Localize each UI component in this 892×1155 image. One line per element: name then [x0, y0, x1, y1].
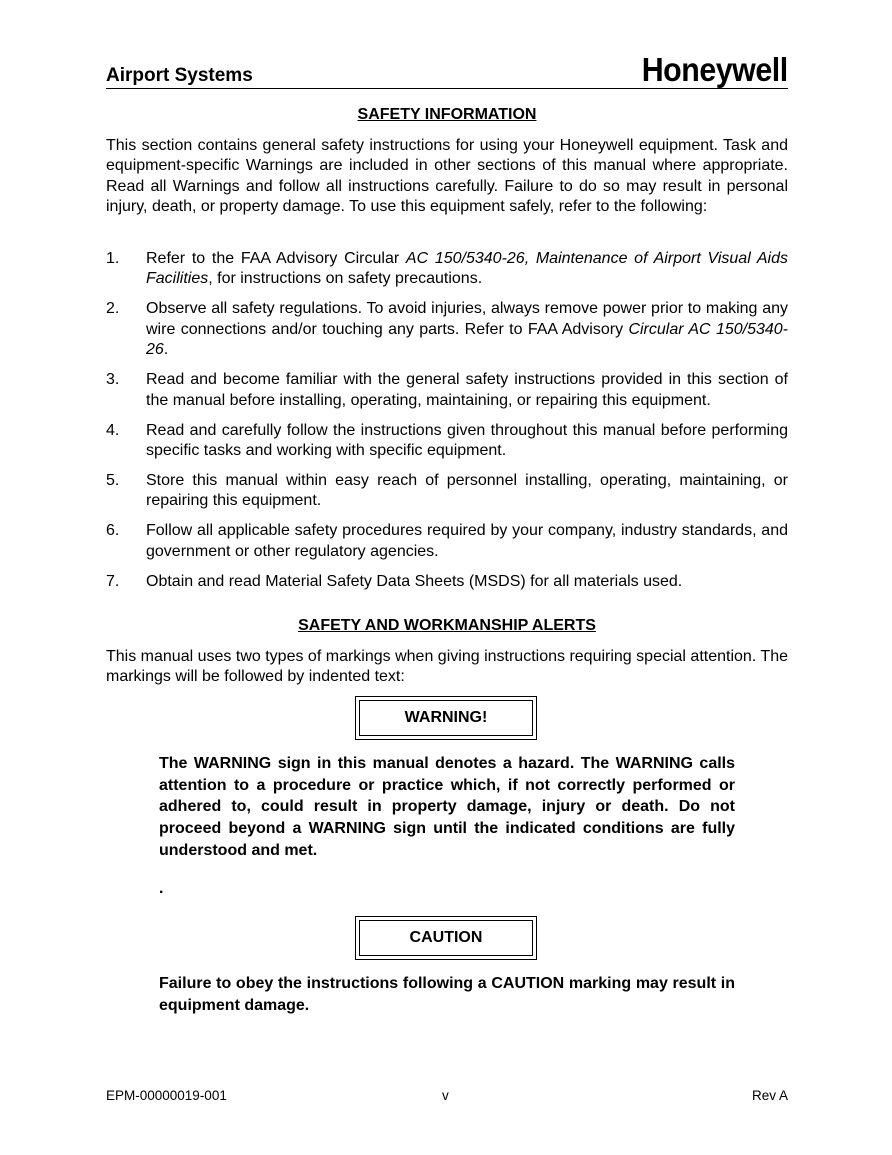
list-item-text: Read and become familiar with the general safety instructions provided in this section of the manual before installing, operating, maintaining, or repairing this equipment. — [146, 371, 788, 409]
list-item — [106, 572, 788, 592]
list-item-text: Refer to the FAA Advisory Circular — [146, 250, 406, 267]
list-item — [106, 521, 788, 562]
list-item — [106, 299, 788, 360]
list-item-number: 1. — [106, 250, 120, 267]
list-item — [106, 471, 788, 512]
list-item-text: Store this manual within easy reach of personnel installing, operating, maintaining, or repairing this equipment. — [146, 472, 788, 510]
caution-label: CAUTION — [359, 920, 533, 956]
warning-label: WARNING! — [359, 700, 533, 736]
list-item-number: 6. — [106, 522, 120, 540]
list-item — [106, 421, 788, 462]
list-item-number: 7. — [106, 572, 120, 590]
caution-text: Failure to obey the instructions following a CAUTION marking may result in equipment damage. — [159, 975, 735, 1014]
safety-instructions-list — [106, 249, 788, 602]
list-item-reference: AC 150/5340-26, Maintenance of Airport Visual Aids Facilities — [146, 250, 789, 288]
list-item-text: Read and carefully follow the instructions given throughout this manual before performing specific tasks and working with specific equipment. — [146, 421, 788, 460]
alerts-heading: SAFETY AND WORKMANSHIP ALERTS — [298, 617, 596, 634]
list-item — [106, 249, 788, 290]
safety-information-heading: SAFETY INFORMATION — [357, 106, 537, 123]
list-item-reference: Circular AC 150/5340-26 — [146, 320, 788, 359]
list-item-number: 4. — [106, 421, 120, 439]
list-item-number: 5. — [106, 472, 120, 490]
list-item — [106, 370, 788, 411]
list-item-text: Follow all applicable safety procedures required by your company, industry standards, and government or other regulatory agencies. — [146, 522, 788, 560]
caution-box — [355, 916, 537, 960]
list-item-text: . — [163, 341, 169, 359]
stray-period: . — [159, 880, 164, 897]
warning-text: The WARNING sign in this manual denotes a hazard. The WARNING calls attention to a procedure or practice which, if not correctly performed or adhered to, could result in property damage, injury or death. Do not proceed beyond a WARNING sign until the indicated conditions are fully understood and met. — [159, 755, 735, 859]
list-item-number: 3. — [106, 371, 120, 389]
list-item-number: 2. — [106, 300, 120, 318]
safety-intro-paragraph: This section contains general safety instructions for using your Honeywell equipment. Task and equipment-specific Warnings are included in other sections of this manual where appropriate. Read all Warnings and follow all instructions carefully. Failure to do so may result in personal injury, death, or property damage. To use this equipment safely, refer to the following: — [106, 137, 788, 216]
list-item-text: Obtain and read Material Safety Data Sheets (MSDS) for all materials used. — [146, 572, 683, 590]
list-item-text: Observe all safety regulations. To avoid injuries, always remove power prior to making any wire connections and/or touching any parts. Refer to FAA Advisory — [146, 300, 788, 338]
page-number: v — [442, 1088, 449, 1103]
list-item-text: , for instructions on safety precautions. — [208, 270, 483, 288]
section-title: Airport Systems — [106, 65, 253, 86]
document-number: EPM-00000019-001 — [106, 1088, 227, 1103]
warning-box — [355, 696, 537, 740]
revision: Rev A — [751, 1088, 788, 1103]
alerts-intro-paragraph: This manual uses two types of markings when giving instructions requiring special attention. The markings will be followed by indented text: — [106, 648, 788, 686]
honeywell-logo: Honeywell — [641, 51, 788, 88]
page-header — [106, 52, 788, 89]
